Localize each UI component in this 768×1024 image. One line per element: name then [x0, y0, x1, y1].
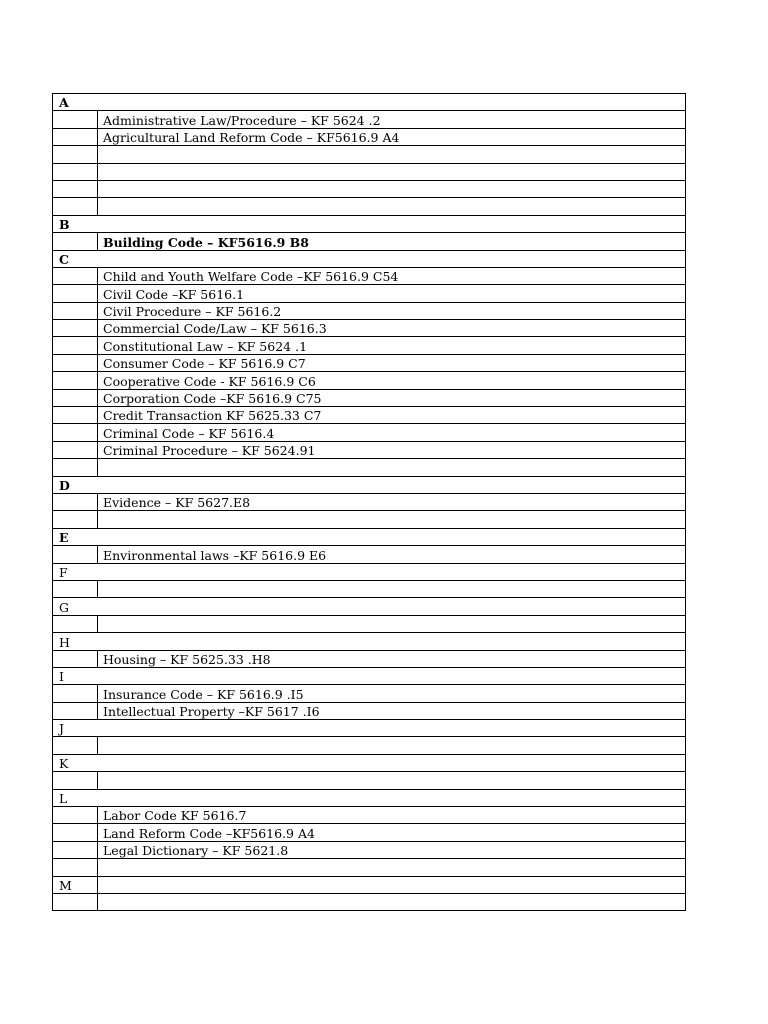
law-entry-row [53, 650, 686, 667]
index-cell [53, 893, 98, 910]
blank-row [53, 180, 686, 197]
empty-cell [98, 459, 686, 476]
blank-row [53, 893, 686, 910]
letter-heading: F [53, 563, 686, 580]
law-entry-row [53, 424, 686, 441]
blank-row [53, 198, 686, 215]
law-entry-row [53, 372, 686, 389]
index-cell [53, 302, 98, 319]
blank-row [53, 511, 686, 528]
empty-cell [98, 163, 686, 180]
law-entry: Building Code – KF5616.9 B8 [98, 233, 686, 250]
law-entry: Civil Code –KF 5616.1 [98, 285, 686, 302]
index-cell [53, 111, 98, 128]
index-cell [53, 511, 98, 528]
law-entry: Child and Youth Welfare Code –KF 5616.9 C54 [98, 267, 686, 284]
index-cell [53, 128, 98, 145]
law-entry-row [53, 302, 686, 319]
blank-row [53, 737, 686, 754]
index-cell [53, 772, 98, 789]
index-cell [53, 424, 98, 441]
law-entry: Legal Dictionary – KF 5621.8 [98, 841, 686, 858]
letter-heading-row [53, 476, 686, 493]
letter-heading: K [53, 754, 686, 771]
law-entry-row [53, 493, 686, 510]
law-entry-row [53, 267, 686, 284]
law-entry-row [53, 441, 686, 458]
law-entry-row [53, 285, 686, 302]
letter-heading-row [53, 598, 686, 615]
law-entry-row [53, 841, 686, 858]
law-entry-row [53, 233, 686, 250]
blank-row [53, 580, 686, 597]
law-entry-row [53, 702, 686, 719]
letter-heading: D [53, 476, 686, 493]
law-entry: Insurance Code – KF 5616.9 .I5 [98, 685, 686, 702]
blank-row [53, 163, 686, 180]
letter-heading: M [53, 876, 98, 893]
letter-heading-row [53, 667, 686, 684]
law-entry: Corporation Code –KF 5616.9 C75 [98, 389, 686, 406]
index-cell [53, 163, 98, 180]
law-entry: Administrative Law/Procedure – KF 5624 .2 [98, 111, 686, 128]
law-index-table [52, 93, 686, 911]
letter-heading-row [53, 633, 686, 650]
law-entry: Land Reform Code –KF5616.9 A4 [98, 824, 686, 841]
letter-heading-row [53, 563, 686, 580]
empty-cell [98, 859, 686, 876]
index-cell [53, 685, 98, 702]
letter-heading: J [53, 720, 686, 737]
index-cell [53, 807, 98, 824]
law-entry: Criminal Code – KF 5616.4 [98, 424, 686, 441]
index-cell [53, 407, 98, 424]
index-cell [53, 824, 98, 841]
index-cell [53, 354, 98, 371]
letter-heading: E [53, 528, 686, 545]
letter-heading-row [53, 215, 686, 232]
law-entry-row [53, 128, 686, 145]
law-entry: Environmental laws –KF 5616.9 E6 [98, 546, 686, 563]
index-cell [53, 389, 98, 406]
letter-heading-row [53, 94, 686, 111]
law-entry-row [53, 546, 686, 563]
letter-heading: B [53, 215, 686, 232]
blank-row [53, 772, 686, 789]
law-entry: Civil Procedure – KF 5616.2 [98, 302, 686, 319]
law-entry: Labor Code KF 5616.7 [98, 807, 686, 824]
law-entry: Credit Transaction KF 5625.33 C7 [98, 407, 686, 424]
law-entry: Agricultural Land Reform Code – KF5616.9 A4 [98, 128, 686, 145]
law-entry-row [53, 320, 686, 337]
index-cell [53, 372, 98, 389]
empty-cell [98, 511, 686, 528]
law-entry: Cooperative Code - KF 5616.9 C6 [98, 372, 686, 389]
law-entry-row [53, 389, 686, 406]
letter-heading-row [53, 720, 686, 737]
law-entry: Constitutional Law – KF 5624 .1 [98, 337, 686, 354]
empty-cell [98, 737, 686, 754]
blank-row [53, 615, 686, 632]
index-cell [53, 441, 98, 458]
index-cell [53, 180, 98, 197]
index-cell [53, 267, 98, 284]
index-cell [53, 146, 98, 163]
law-entry: Evidence – KF 5627.E8 [98, 493, 686, 510]
index-cell [53, 737, 98, 754]
empty-cell [98, 180, 686, 197]
index-cell [53, 859, 98, 876]
index-cell [53, 233, 98, 250]
letter-heading: C [53, 250, 686, 267]
blank-row [53, 859, 686, 876]
index-cell [53, 459, 98, 476]
law-entry: Intellectual Property –KF 5617 .I6 [98, 702, 686, 719]
letter-heading: L [53, 789, 686, 806]
index-cell [53, 615, 98, 632]
index-cell [53, 285, 98, 302]
index-cell [53, 650, 98, 667]
empty-cell [98, 772, 686, 789]
law-entry-row [53, 407, 686, 424]
empty-cell [98, 876, 686, 893]
letter-heading-row [53, 754, 686, 771]
blank-row [53, 459, 686, 476]
index-cell [53, 702, 98, 719]
empty-cell [98, 615, 686, 632]
index-cell [53, 320, 98, 337]
letter-heading-row [53, 876, 686, 893]
empty-cell [98, 146, 686, 163]
empty-cell [98, 893, 686, 910]
empty-cell [98, 198, 686, 215]
index-cell [53, 841, 98, 858]
letter-heading: A [53, 94, 686, 111]
law-entry: Criminal Procedure – KF 5624.91 [98, 441, 686, 458]
letter-heading: H [53, 633, 686, 650]
index-cell [53, 198, 98, 215]
letter-heading-row [53, 528, 686, 545]
law-entry-row [53, 685, 686, 702]
letter-heading-row [53, 250, 686, 267]
law-entry-row [53, 354, 686, 371]
index-cell [53, 546, 98, 563]
law-entry-row [53, 337, 686, 354]
law-entry-row [53, 807, 686, 824]
law-entry: Commercial Code/Law – KF 5616.3 [98, 320, 686, 337]
law-entry-row [53, 824, 686, 841]
blank-row [53, 146, 686, 163]
index-cell [53, 580, 98, 597]
law-entry: Consumer Code – KF 5616.9 C7 [98, 354, 686, 371]
law-index-body [53, 94, 686, 911]
letter-heading-row [53, 789, 686, 806]
index-cell [53, 337, 98, 354]
law-entry: Housing – KF 5625.33 .H8 [98, 650, 686, 667]
letter-heading: I [53, 667, 686, 684]
index-cell [53, 493, 98, 510]
letter-heading: G [53, 598, 686, 615]
empty-cell [98, 580, 686, 597]
law-entry-row [53, 111, 686, 128]
